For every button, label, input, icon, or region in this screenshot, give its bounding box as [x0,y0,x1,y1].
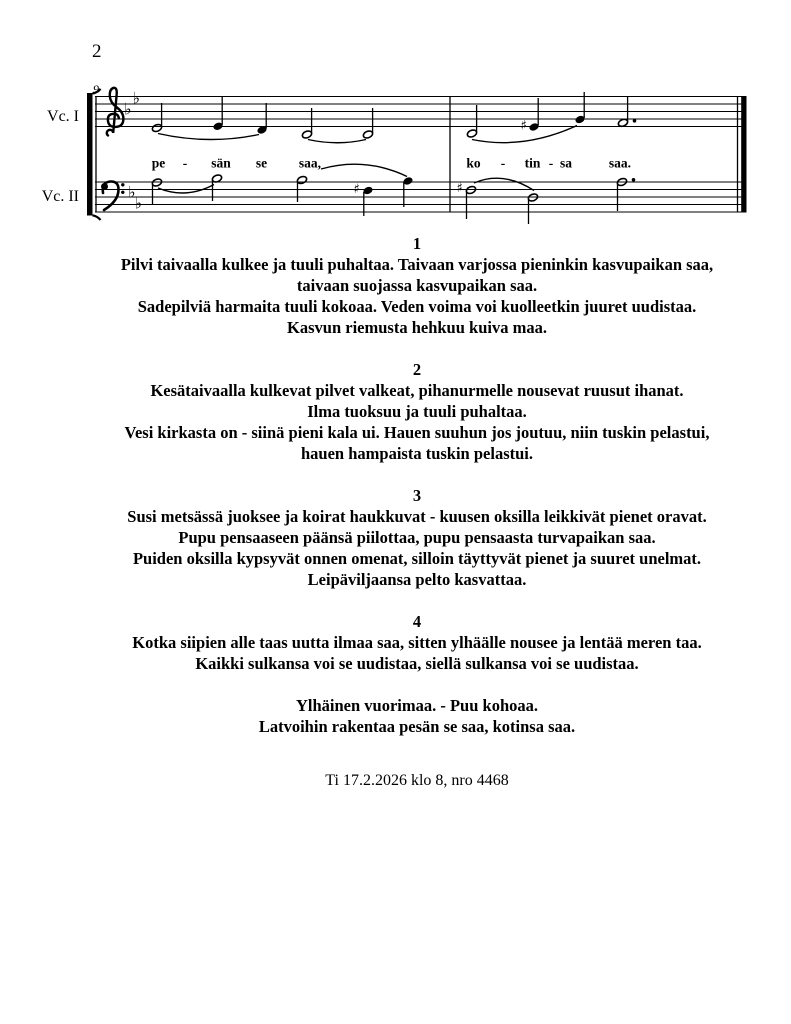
lyric-hyphen: - [548,155,554,171]
verse-line: Sadepilviä harmaita tuuli kokoaa. Veden voima voi kuolleetkin juuret uudistaa. [137,297,697,316]
lyric-syllable: se [255,155,268,171]
sharp-icon: ♯ [456,181,463,196]
treble-staff [95,97,746,127]
verse-number: 2 [412,360,422,379]
verse-line: Pupu pensaaseen päänsä piilottaa, pupu pensaasta turvapaikan saa. [178,528,656,547]
lyric-syllable: saa, [298,155,322,171]
verse-line: Kasvun riemusta hehkuu kuiva maa. [287,318,547,337]
lyric-syllable: saa. [608,155,632,171]
verse-1 [41,233,791,338]
verse-line: Kaikki sulkansa voi se uudistaa, siellä sulkansa voi se uudistaa. [195,654,639,673]
verse-line: Kotka siipien alle taas uutta ilmaa saa, sitten ylhäälle nousee ja lentää meren taa. [132,633,702,652]
lyric-hyphen: - [182,155,188,171]
verse-line: hauen hampaista tuskin pelastui. [301,444,533,463]
key-signature-treble [124,89,140,119]
verse-line: Susi metsässä juoksee ja koirat haukkuvat - kuusen oksilla leikkivät pienet oravat. [127,507,707,526]
augmentation-dot [633,119,637,123]
verse-line: Pilvi taivaalla kulkee ja tuuli puhaltaa. Taivaan varjossa pieninkin kasvupaikan saa, [120,255,714,274]
flat-icon: ♭ [128,182,136,202]
verse-number: 3 [412,486,422,505]
lyric-syllable: sa [559,155,573,171]
verse-line: Ilma tuoksuu ja tuuli puhaltaa. [307,402,527,421]
measure-number: 9 [93,82,99,96]
key-signature-bass [128,183,142,213]
flat-icon: ♭ [124,99,132,119]
verse-line: taivaan suojassa kasvupaikan saa. [296,276,538,295]
barlines [96,96,747,213]
verse-number: 4 [412,612,422,631]
coda-block [41,695,791,737]
verse-3 [41,485,791,590]
lyric-hyphen: - [500,155,506,171]
verse-line: Leipäviljaansa pelto kasvattaa. [307,570,527,589]
system-bracket [87,89,101,220]
bass-notes [151,164,635,224]
sharp-icon: ♯ [520,118,527,134]
lyric-syllable: pe [151,155,166,171]
verse-4 [41,611,791,674]
bass-staff [95,182,746,212]
coda-line: Ylhäinen vuorimaa. - Puu kohoaa. [295,696,539,715]
staff-label-vc1: Vc. I [47,108,79,125]
lyrics-line [152,156,631,171]
verse-line: Puiden oksilla kypsyvät onnen omenat, silloin täyttyvät pienet ja suuret unelmat. [132,549,702,568]
flat-icon: ♭ [132,88,141,108]
treble-notes [151,92,636,143]
music-system [0,0,791,232]
page-number: 2 [92,41,102,62]
verse-number: 1 [412,234,422,253]
bass-clef-icon [101,181,125,210]
footer-date-line: Ti 17.2.2026 klo 8, nro 4468 [325,772,509,789]
final-barline [741,96,746,213]
verses-block [41,233,791,737]
verse-line: Kesätaivaalla kulkevat pilvet valkeat, pihanurmelle nousevat ruusut ihanat. [150,381,684,400]
lyric-syllable: ko [466,155,481,171]
coda-line: Latvoihin rakentaa pesän se saa, kotinsa saa. [258,717,576,736]
lyric-syllable: sän [211,155,231,171]
lyric-syllable: tin [524,155,541,171]
staff-label-vc2: Vc. II [41,188,79,205]
sharp-icon: ♯ [353,182,360,197]
augmentation-dot [632,178,636,182]
flat-icon: ♭ [134,193,143,213]
verse-2 [41,359,791,464]
verse-line: Vesi kirkasta on - siinä pieni kala ui. Hauen suuhun jos joutuu, niin tuskin pelastui, [124,423,710,442]
